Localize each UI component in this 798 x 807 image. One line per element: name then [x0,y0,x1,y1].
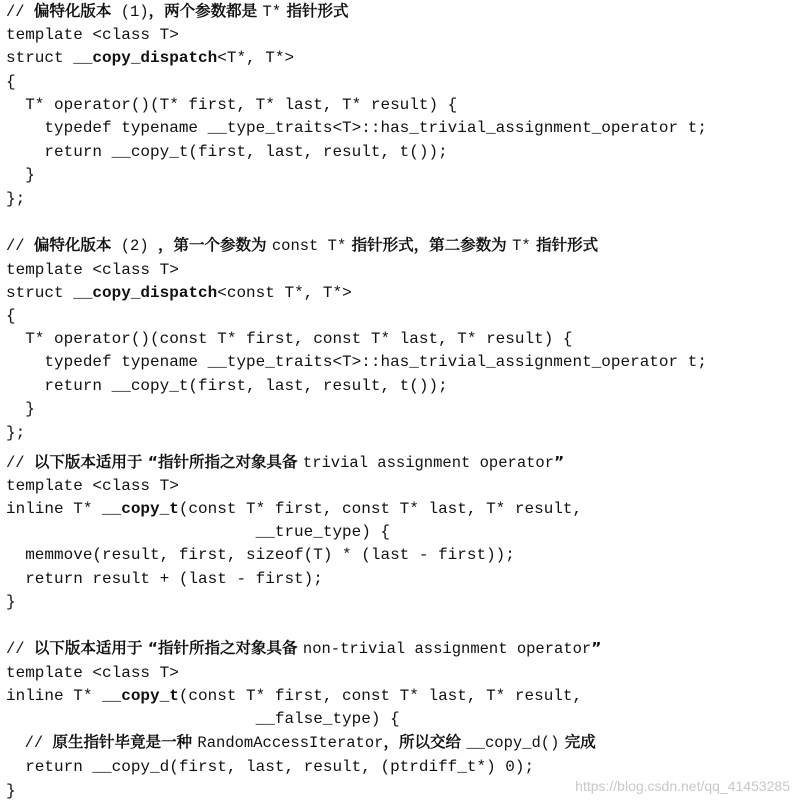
code-line: typedef typename __type_traits<T>::has_trivial_assignment_operator t; [6,119,707,137]
code-line: } [6,782,16,800]
code-line: { [6,73,16,91]
watermark: https://blog.csdn.net/qq_41453285 [575,778,790,794]
code-line: typedef typename __type_traits<T>::has_trivial_assignment_operator t; [6,353,707,371]
comment-line: // 原生指针毕竟是一种 RandomAccessIterator，所以交给 __copy_d() 完成 [6,733,596,752]
code-line: return __copy_d(first, last, result, (ptrdiff_t*) 0); [6,758,535,776]
code-line: }; [6,190,26,208]
code-line: T* operator()(T* first, T* last, T* result) { [6,96,458,114]
code-line: __true_type) { [6,523,391,541]
code-line: template <class T> [6,26,179,44]
code-line: } [6,166,35,184]
code-line: struct __copy_dispatch<const T*, T*> [6,284,352,302]
code-line: return __copy_t(first, last, result, t()); [6,143,448,161]
code-line: } [6,593,16,611]
code-line: inline T* __copy_t(const T* first, const T* last, T* result, [6,687,583,705]
comment-line: // 以下版本适用于 “指针所指之对象具备 trivial assignment operator” [6,453,565,472]
comment-line: // 偏特化版本 (1)，两个参数都是 T* 指针形式 [6,2,349,21]
code-line: template <class T> [6,664,179,682]
code-line: return __copy_t(first, last, result, t()); [6,377,448,395]
code-line: memmove(result, first, sizeof(T) * (last - first)); [6,546,515,564]
code-line: return result + (last - first); [6,570,323,588]
code-line: inline T* __copy_t(const T* first, const T* last, T* result, [6,500,583,518]
code-line: template <class T> [6,477,179,495]
code-line: struct __copy_dispatch<T*, T*> [6,49,295,67]
code-line: }; [6,424,26,442]
comment-line: // 偏特化版本 (2) ，第一个参数为 const T* 指针形式，第二参数为 T* 指针形式 [6,236,599,255]
code-line: } [6,400,35,418]
code-line: __false_type) { [6,710,400,728]
code-line: { [6,307,16,325]
code-line: template <class T> [6,261,179,279]
code-line: T* operator()(const T* first, const T* last, T* result) { [6,330,573,348]
comment-line: // 以下版本适用于 “指针所指之对象具备 non-trivial assignment operator” [6,639,602,658]
